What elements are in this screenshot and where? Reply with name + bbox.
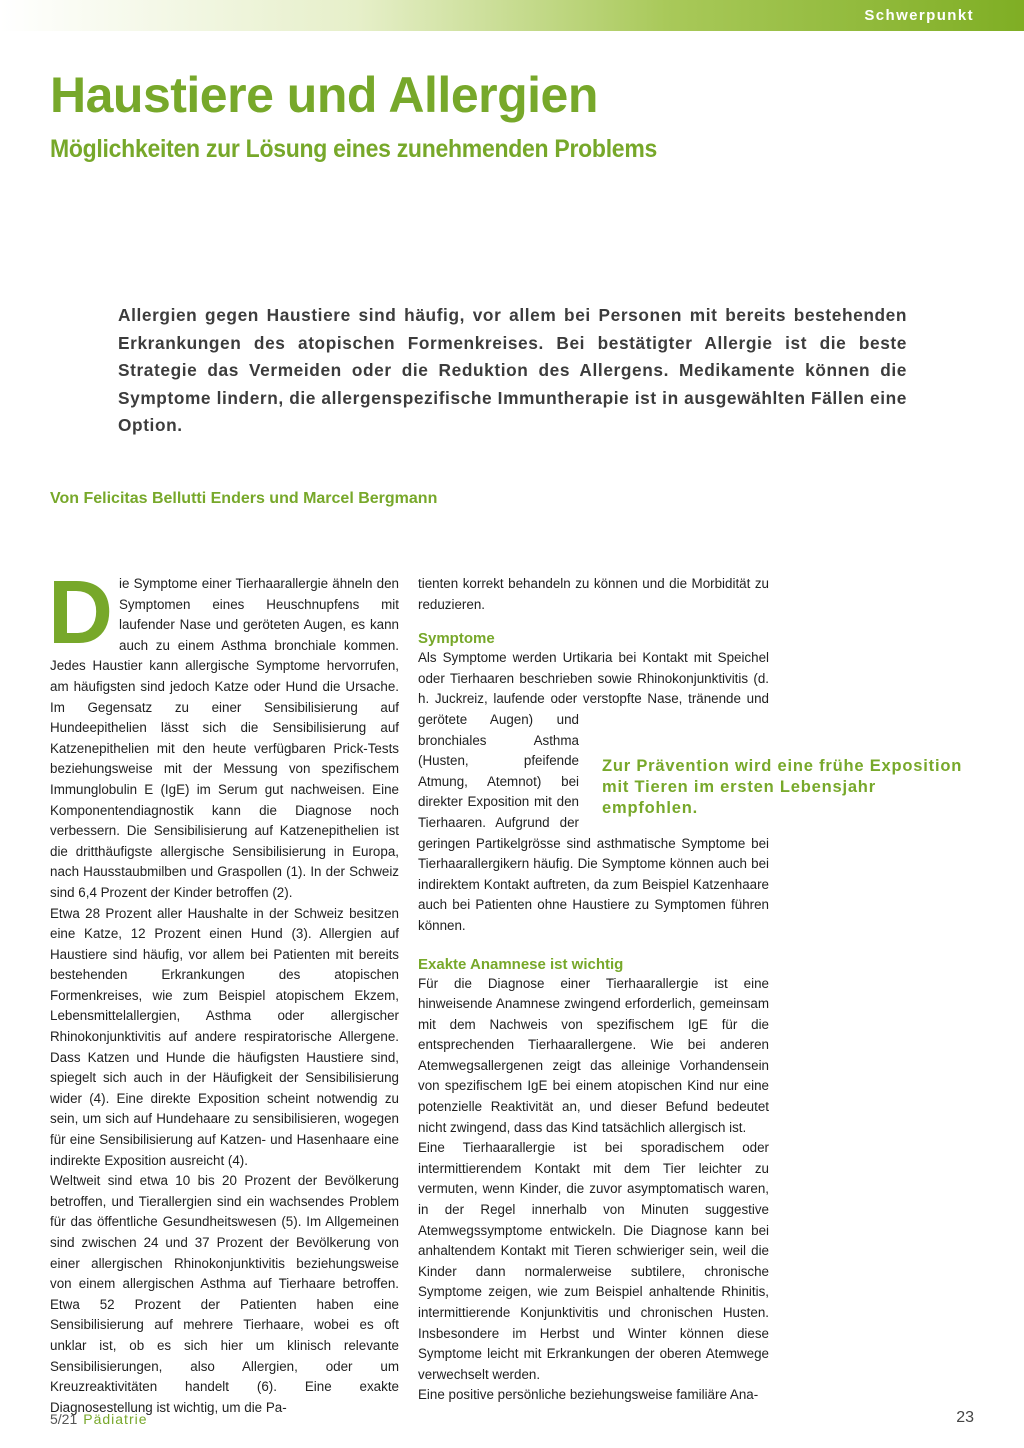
- section-heading-anamnese: Exakte Anamnese ist wichtig: [418, 955, 624, 973]
- article-title: Haustiere und Allergien: [50, 67, 598, 123]
- paragraph: Für die Diagnose einer Tierhaarallergie ist eine hinweisende Anamnese zwingend erforderlich, gemeinsam mit dem Nachweis von spezifischem IgE für die entsprechenden Tierhaarallergene. Wie bei anderen Atemwegsallergenen zeigt das alleinige Vorhandensein von spezifischem IgE bei einem atopischen Kind nur eine potenzielle Reaktivität an, und dieser Befund bedeutet nicht zwingend, dass das Kind tatsächlich allergisch ist.: [418, 975, 769, 1135]
- author-byline: Von Felicitas Bellutti Enders und Marcel Bergmann: [50, 490, 438, 507]
- paragraph: Weltweit sind etwa 10 bis 20 Prozent der Bevölkerung betroffen, und Tierallergien sind ein wachsendes Problem für das öffentliche Gesundheitswesen (5). Im Allgemeinen sind zwischen 24 und 37 Prozent der Bevölkerung von einer allergischen Rhinokonjunktivitis beziehungsweise von einem allergischen Asthma auf Tierhaare betroffen. Etwa 52 Prozent der Patienten haben eine Sensibilisierung auf mehrere Tierhaare, wobei es oft unklar ist, ob es sich hier um klinisch relevante Sensibilisierungen, also Allergien, oder um Kreuzreaktivitäten handelt (6). Eine exakte Diagnosestellung ist wichtig, um die Pa-: [50, 1173, 399, 1415]
- paragraph-text: Als Symptome werden Urtikaria bei Kontakt mit Speichel oder Tierhaaren beschrieben sowie Rhinokonjunktivitis (d. h. Juckreiz, laufende oder verstopfte Nase, tränende und gerötete Augen) und bronchiales Asthma (Husten, pfeifende Atmung, Atemnot) bei direkter Exposition mit den Tierhaaren. Aufgrund der geringen Partikelgrösse sind asthmatische Symptome bei Tierhaarallergikern häufig. Die Symptome können auch bei indirektem Kontakt auftreten, da zum Beispiel Katzenhaare auch bei Patienten ohne Haustiere zu Symptomen führen können.: [418, 650, 769, 933]
- paragraph: Eine positive persönliche beziehungsweise familiäre Ana-: [418, 1387, 759, 1403]
- paragraph: Etwa 28 Prozent aller Haushalte in der Schweiz besitzen eine Katze, 12 Prozent einen Hund (3). Allergien auf Haustiere sind häufig, vor allem bei Patienten mit bereits bestehenden Erkrankungen des atopischen Formenkreises, wie zum Beispiel atopischem Ekzem, Lebensmittelallergien, Asthma oder allergischer Rhinokonjunktivitis auf andere respiratorische Allergene. Dass Katzen und Hunde die häufigsten Haustiere sind, spiegelt sich auch in der Häufigkeit der Sensibilisierung wider (4). Eine direkte Exposition scheint notwendig zu sein, um sich auf Hundehaare zu sensibilisieren, wogegen für eine Sensibilisierung auf Katzen- und Hasenhaare eine indirekte Exposition ausreicht (4).: [50, 905, 399, 1168]
- drop-cap: D: [48, 563, 113, 663]
- paragraph: Eine Tierhaarallergie ist bei sporadischem oder intermittierendem Kontakt mit dem Tier leichter zu vermuten, wenn Kinder, die zuvor asymptomatisch waren, in der Regel innerhalb von Minuten suggestive Atemwegssymptome entwickeln. Die Diagnose kann bei anhaltendem Kontakt mit Tieren schwieriger sein, weil die Kinder dann normalerweise subtilere, chronische Symptome zeigen, wie zum Beispiel anhaltende Rhinitis, intermittierende Konjunktivitis und chronischen Husten. Insbesondere im Herbst und Winter können diese Symptome leicht mit Erkrankungen der oberen Atemwege verwechselt werden.: [418, 1140, 769, 1382]
- footer-issue: [50, 1411, 148, 1427]
- text-column-left: [48, 563, 399, 1418]
- pull-quote: Zur Prävention wird eine frühe Exposition mit Tieren im ersten Lebensjahr empfohlen.: [602, 757, 963, 817]
- paragraph: tienten korrekt behandeln zu können und die Morbidität zu reduzieren.: [418, 576, 769, 612]
- article-lead: Allergien gegen Haustiere sind häufig, vor allem bei Personen mit bereits bestehenden Erkrankungen des atopischen Formenkreises. Bei bestätigter Allergie ist die beste Strategie das Vermeiden oder die Reduktion des Allergens. Medikamente können die Symptome lindern, die allergenspezifische Immuntherapie ist in ausgewählten Fällen eine Option.: [118, 305, 907, 435]
- page-number: 23: [956, 1409, 974, 1426]
- journal-name: Pädiatrie: [83, 1411, 148, 1427]
- paragraph: [48, 563, 399, 904]
- article-subtitle: Möglichkeiten zur Lösung eines zunehmenden Problems: [50, 135, 658, 163]
- issue-number: 5/21: [50, 1411, 78, 1427]
- text-column-middle: [418, 574, 769, 1406]
- paragraph-text: ie Symptome einer Tierhaarallergie ähneln den Symptomen eines Heuschnupfens mit laufender Nase und geröteten Augen, es kann auch zu einem Asthma bronchiale kommen. Jedes Haustier kann allergische Symptome hervorrufen, am häufigsten sind jedoch Katze oder Hund die Ursache. Im Gegensatz zu einer Sensibilisierung auf Hundeepithelien lässt sich die Sensibilisierung auf Katzenepithelien mit den heute verfügbaren Prick-Tests beziehungsweise mit der Messung von spezifischem Immunglobulin E (IgE) im Serum gut nachweisen. Eine Komponentendiagnostik kann die Diagnose noch verbessern. Die Sensibilisierung auf Katzenepithelien ist die dritthäufigste allergische Sensibilisierung in Europa, nach Hausstaubmilben und Graspollen (1). In der Schweiz sind 6,4 Prozent der Kinder betroffen (2).: [50, 576, 399, 900]
- section-label: Schwerpunkt: [864, 7, 974, 24]
- section-heading-symptome: Symptome: [418, 630, 495, 648]
